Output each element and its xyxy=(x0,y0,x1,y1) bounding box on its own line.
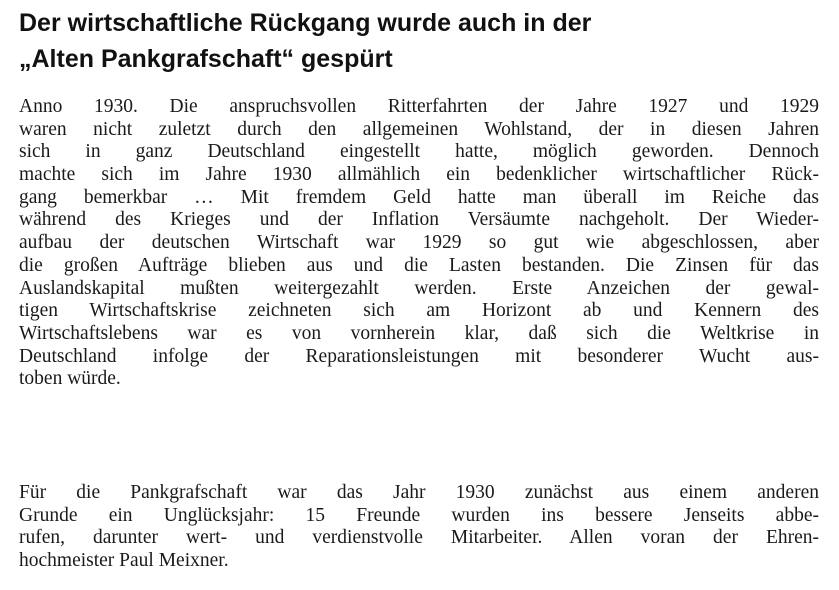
text-line: rufen, darunter wert- und verdienstvolle Mitarbeiter. Allen voran der Ehren- xyxy=(19,527,819,549)
text-line: waren nicht zuletzt durch den allgemeinen Wohlstand, der in diesen Jahren xyxy=(19,118,819,140)
text-line: Auslandskapital mußten weitergezahlt werden. Erste Anzeichen der gewal- xyxy=(19,277,819,299)
text-line: sich in ganz Deutschland eingestellt hatte, möglich geworden. Dennoch xyxy=(19,141,819,163)
text-line: die großen Aufträge blieben aus und die Lasten bestanden. Die Zinsen für das xyxy=(19,254,819,276)
body-paragraph-2 xyxy=(19,482,819,573)
text-line: tigen Wirtschaftskrise zeichneten sich am Horizont ab und Kennern des xyxy=(19,300,819,322)
text-line: Für die Pankgrafschaft war das Jahr 1930 zunächst aus einem anderen xyxy=(19,482,819,503)
headline-line: Der wirtschaftliche Rückgang wurde auch in der xyxy=(19,9,592,37)
text-line: während des Krieges und der Inflation Versäumte nachgeholt. Der Wieder- xyxy=(19,209,819,231)
text-line: Anno 1930. Die anspruchsvollen Ritterfahrten der Jahre 1927 und 1929 xyxy=(19,96,819,117)
text-line: Deutschland infolge der Reparationsleistungen mit besonderer Wucht aus- xyxy=(19,345,819,367)
text-line: aufbau der deutschen Wirtschaft war 1929 so gut wie abgeschlossen, aber xyxy=(19,232,819,254)
text-line: Wirtschaftslebens war es von vornherein klar, daß sich die Weltkrise in xyxy=(19,322,819,344)
headline-line: „Alten Pankgrafschaft“ gespürt xyxy=(19,45,393,73)
text-line: Grunde ein Unglücksjahr: 15 Freunde wurden ins bessere Jenseits abbe- xyxy=(19,504,819,526)
text-line: gang bemerkbar … Mit fremdem Geld hatte man überall im Reiche das xyxy=(19,186,819,208)
article-headline xyxy=(19,5,819,77)
text-line: toben würde. xyxy=(19,368,121,390)
body-paragraph-1 xyxy=(19,96,819,391)
text-line: machte sich im Jahre 1930 allmählich ein bedenklicher wirtschaftlicher Rück- xyxy=(19,164,819,186)
text-line: hochmeister Paul Meixner. xyxy=(19,550,229,572)
